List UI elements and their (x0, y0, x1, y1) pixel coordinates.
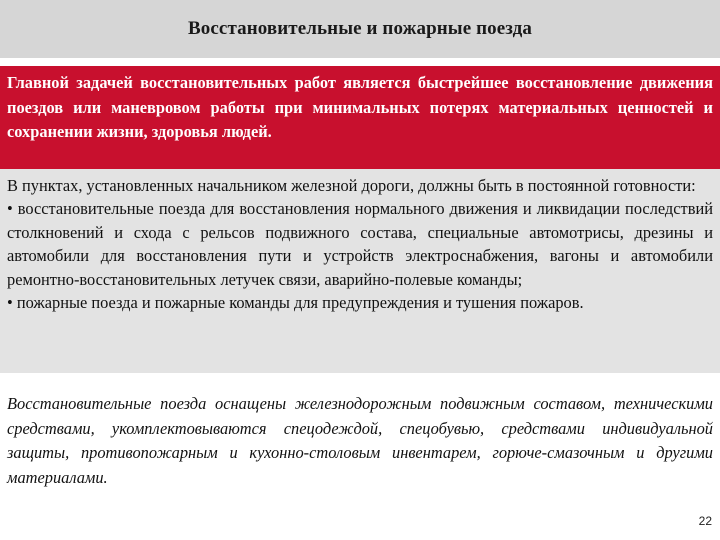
requirements-block (0, 169, 720, 373)
requirements-lead: В пунктах, установленных начальником железной дороги, должны быть в постоянной готовности: (7, 176, 696, 195)
equipment-note-block (0, 392, 720, 490)
intro-text: Главной задачей восстановительных работ является быстрейшее восстановление движения поездов или маневровом работы при минимальных потерях материальных ценностей и сохранении жизни, здоровья людей. (7, 73, 713, 142)
requirements-item-fire-trains: • пожарные поезда и пожарные команды для предупреждения и тушения пожаров. (7, 293, 584, 313)
intro-highlight-block (0, 66, 720, 169)
slide-title: Восстановительные и пожарные поезда (188, 18, 532, 39)
equipment-note: Восстановительные поезда оснащены железнодорожным подвижным составом, техническими средствами, укомплектовываются спецодеждой, спецобувью, средствами индивидуальной защиты, противопожарным и кухонно-столовым инвентарем, горюче-смазочным и другими материалами. (7, 394, 713, 487)
requirements-item-recovery-trains: • восстановительные поезда для восстановления нормального движения и ликвидации последствий столкновений и схода с рельсов подвижного состава, специальные автомотрисы, дрезины и автомобили для восстановления пути и устройств электроснабжения, вагоны и автомобили ремонтно-восстановительных летучек связи, аварийно-полевые команды; (7, 199, 713, 289)
title-bar (0, 0, 720, 58)
page-number: 22 (698, 514, 712, 528)
